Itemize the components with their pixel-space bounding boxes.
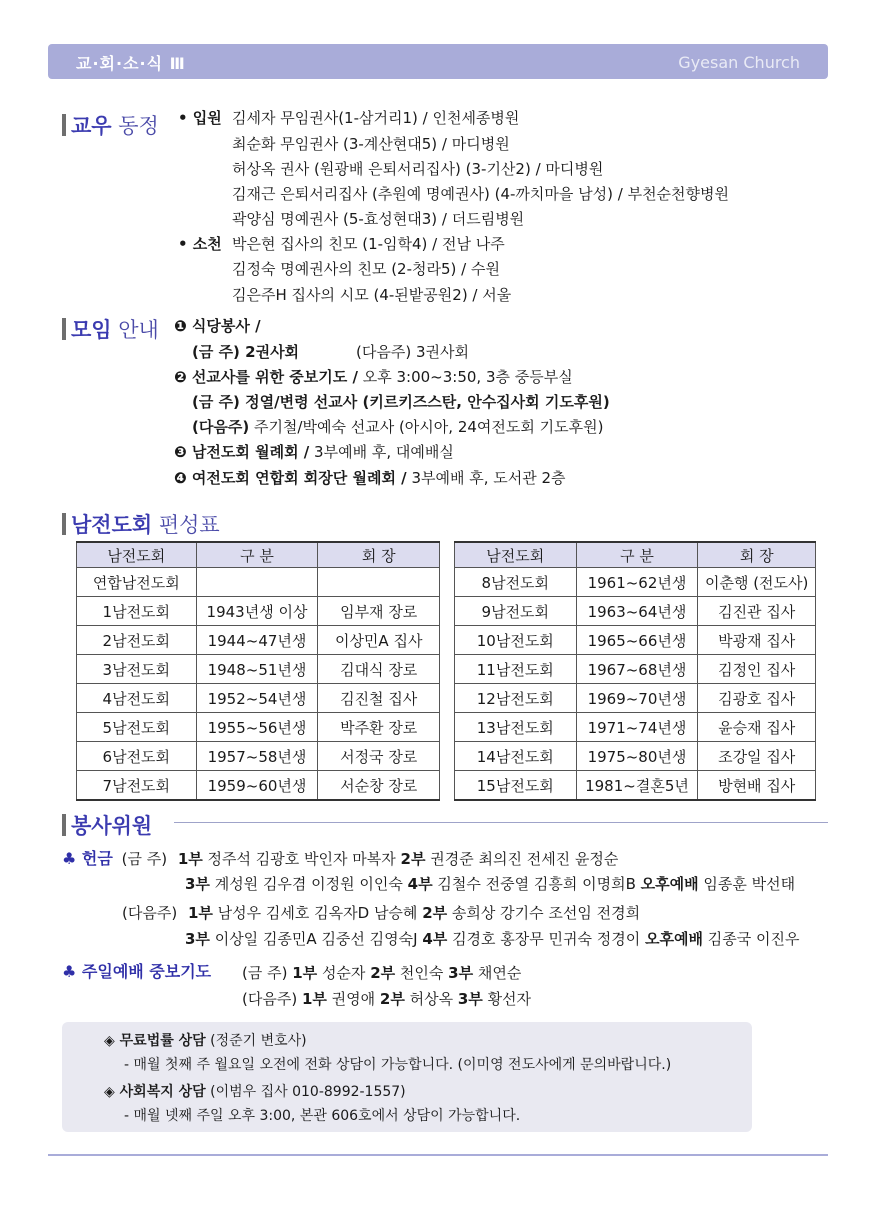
meeting-4-detail: 3부예배 후, 도서관 2층 <box>406 469 566 487</box>
birth-range-cell <box>196 568 318 597</box>
header-bar <box>48 44 828 79</box>
offering-row-2 <box>185 874 795 894</box>
offering-row-1 <box>62 849 618 869</box>
table-row <box>455 655 816 684</box>
table-row <box>455 568 816 597</box>
birth-range-cell: 1971~74년생 <box>576 713 698 742</box>
death-item: 김은주H 집사의 시모 (4-된밭공원2) / 서울 <box>232 286 512 304</box>
offering-names: 정주석 김광호 박인자 마복자 <box>202 850 401 868</box>
prayer-label: ♣ 주일예배 중보기도 <box>62 962 212 981</box>
table-row <box>77 684 440 713</box>
header-brand: Gyesan Church <box>678 53 800 72</box>
part-2-label: 2부 <box>379 990 405 1008</box>
col-header: 남전도회 <box>77 542 197 568</box>
groups-title-rest: 편성표 <box>152 513 220 537</box>
death-item: 박은현 집사의 친모 (1-임학4) / 전남 나주 <box>232 235 505 253</box>
table-row <box>455 713 816 742</box>
leader-cell: 박광재 집사 <box>698 626 816 655</box>
part-3-label: 3부 <box>448 964 474 982</box>
prayer-this-week: (금 주) <box>242 964 293 982</box>
offering-names: 김철수 전중열 김흥희 이명희B <box>432 875 641 893</box>
groups-table-left <box>76 541 440 801</box>
birth-range-cell: 1967~68년생 <box>576 655 698 684</box>
bottom-divider <box>48 1154 828 1156</box>
table-row <box>77 742 440 771</box>
leader-cell: 이상민A 집사 <box>318 626 440 655</box>
admit-item: 곽양심 명예권사 (5-효성현대3) / 더드림병원 <box>232 210 525 228</box>
birth-range-cell: 1952~54년생 <box>196 684 318 713</box>
group-name-cell: 2남전도회 <box>77 626 197 655</box>
news-title-bold: 교우 <box>71 114 112 138</box>
birth-range-cell: 1948~51년생 <box>196 655 318 684</box>
prayer-name: 권영애 <box>326 990 380 1008</box>
meetings-title-rest: 안내 <box>111 318 159 342</box>
part-2-label: 2부 <box>370 964 396 982</box>
section-marker <box>62 114 66 136</box>
table-row <box>77 771 440 801</box>
part-1-label: 1부 <box>177 850 203 868</box>
col-header: 회 장 <box>318 542 440 568</box>
group-name-cell: 4남전도회 <box>77 684 197 713</box>
birth-range-cell: 1981~결혼5년 <box>576 771 698 801</box>
birth-range-cell: 1975~80년생 <box>576 742 698 771</box>
birth-range-cell: 1943년생 이상 <box>196 597 318 626</box>
part-3-label: 3부 <box>185 875 210 893</box>
leader-cell: 김대식 장로 <box>318 655 440 684</box>
part-3-label: 3부 <box>185 930 210 948</box>
table-row <box>455 684 816 713</box>
prayer-name: 성순자 <box>317 964 371 982</box>
offering-row-3 <box>122 903 640 923</box>
leader-cell: 서순창 장로 <box>318 771 440 801</box>
group-name-cell: 7남전도회 <box>77 771 197 801</box>
offering-row-4 <box>185 929 799 949</box>
welfare-title: ◈ 사회복지 상담 <box>104 1084 206 1100</box>
col-header: 구 분 <box>196 542 318 568</box>
meeting-2-title: ❷ 선교사를 위한 중보기도 / <box>174 368 358 386</box>
table-row <box>77 626 440 655</box>
evening-service-label: 오후예배 <box>640 875 699 893</box>
news-title-rest: 동정 <box>111 114 159 138</box>
meeting-2-next-label: (다음주) <box>192 418 250 436</box>
leader-cell: 김진관 집사 <box>698 597 816 626</box>
death-item: 김정숙 명예권사의 친모 (2-청라5) / 수원 <box>232 260 500 278</box>
prayer-name: 채연순 <box>473 964 522 982</box>
group-name-cell: 5남전도회 <box>77 713 197 742</box>
admit-item: 최순화 무임권사 (3-계산현대5) / 마디병원 <box>232 135 510 153</box>
meeting-1-this-week: (금 주) 2권사회 <box>192 343 300 361</box>
col-header: 구 분 <box>576 542 698 568</box>
table-row <box>77 713 440 742</box>
offering-names: 계성원 김우겸 이정원 이인숙 <box>209 875 408 893</box>
welfare-contact: (이범우 집사 010-8992-1557) <box>205 1084 406 1100</box>
legal-title: ◈ 무료법률 상담 <box>104 1033 206 1049</box>
meeting-1-next-week: (다음주) 3권사회 <box>356 343 469 361</box>
part-1-label: 1부 <box>301 990 327 1008</box>
meeting-3 <box>174 442 454 462</box>
part-4-label: 4부 <box>422 930 448 948</box>
group-name-cell: 3남전도회 <box>77 655 197 684</box>
admit-label: • 입원 <box>178 109 222 127</box>
admit-item: 허상옥 권사 (원광배 은퇴서리집사) (3-기산2) / 마디병원 <box>232 160 604 178</box>
offering-names: 김경호 홍장무 민귀숙 정경이 <box>447 930 646 948</box>
meetings-title-bold: 모임 <box>71 318 112 342</box>
meeting-2 <box>174 367 573 387</box>
birth-range-cell: 1965~66년생 <box>576 626 698 655</box>
leader-cell: 김정인 집사 <box>698 655 816 684</box>
service-title: 봉사위원 <box>71 814 153 838</box>
part-1-label: 1부 <box>292 964 318 982</box>
birth-range-cell: 1955~56년생 <box>196 713 318 742</box>
admit-item: 김재근 은퇴서리집사 (추원예 명예권사) (4-까치마을 남성) / 부천순천향병원 <box>232 185 730 203</box>
group-name-cell: 14남전도회 <box>455 742 577 771</box>
section-divider <box>174 822 828 823</box>
group-name-cell: 15남전도회 <box>455 771 577 801</box>
table-row <box>455 771 816 801</box>
group-name-cell: 6남전도회 <box>77 742 197 771</box>
group-name-cell: 연합남전도회 <box>77 568 197 597</box>
group-name-cell: 10남전도회 <box>455 626 577 655</box>
prayer-next-week: (다음주) <box>242 990 302 1008</box>
offering-names: 송희상 강기수 조선임 전경희 <box>447 904 641 922</box>
col-header: 남전도회 <box>455 542 577 568</box>
col-header: 회 장 <box>698 542 816 568</box>
table-header-row <box>77 542 440 568</box>
group-name-cell: 9남전도회 <box>455 597 577 626</box>
offering-names: 권경준 최의진 전세진 윤정순 <box>425 850 619 868</box>
header-title: 교·회·소·식 Ⅲ <box>76 54 186 73</box>
birth-range-cell: 1944~47년생 <box>196 626 318 655</box>
prayer-name: 천인숙 <box>395 964 449 982</box>
table-row <box>77 597 440 626</box>
leader-cell: 조강일 집사 <box>698 742 816 771</box>
group-name-cell: 8남전도회 <box>455 568 577 597</box>
meeting-4 <box>174 468 566 488</box>
welfare-consult <box>104 1082 406 1102</box>
leader-cell <box>318 568 440 597</box>
legal-desc: - 매월 첫째 주 월요일 오전에 전화 상담이 가능합니다. (이미영 전도사에게 문의바랍니다.) <box>124 1057 672 1073</box>
section-marker <box>62 513 66 535</box>
part-4-label: 4부 <box>407 875 433 893</box>
section-marker <box>62 814 66 836</box>
groups-table-right <box>454 541 816 801</box>
meeting-3-title: ❸ 남전도회 월례회 / <box>174 443 310 461</box>
meeting-2-next <box>192 417 603 437</box>
birth-range-cell: 1957~58년생 <box>196 742 318 771</box>
meeting-3-detail: 3부예배 후, 대예배실 <box>309 443 454 461</box>
birth-range-cell: 1961~62년생 <box>576 568 698 597</box>
legal-contact: (정준기 변호사) <box>205 1033 307 1049</box>
service-section-title <box>62 810 152 840</box>
meeting-2-next-week: 주기철/박예숙 선교사 (아시아, 24여전도회 기도후원) <box>249 418 604 436</box>
birth-range-cell: 1963~64년생 <box>576 597 698 626</box>
death-label: • 소천 <box>178 235 222 253</box>
group-name-cell: 12남전도회 <box>455 684 577 713</box>
meeting-2-this-week: (금 주) 정열/변령 선교사 (키르키즈스탄, 안수집사회 기도후원) <box>192 393 610 411</box>
offering-next-week: (다음주) <box>122 904 178 922</box>
prayer-name: 황선자 <box>482 990 532 1008</box>
offering-names: 김종국 이진우 <box>703 930 800 948</box>
leader-cell: 임부재 장로 <box>318 597 440 626</box>
news-section-title <box>62 110 159 140</box>
offering-names: 임종훈 박선태 <box>698 875 796 893</box>
legal-consult <box>104 1031 307 1051</box>
meetings-section-title <box>62 314 159 344</box>
prayer-row-2 <box>242 989 531 1009</box>
offering-label: ♣ 헌금 <box>62 849 113 868</box>
prayer-row-1 <box>242 963 521 983</box>
meeting-4-title: ❹ 여전도회 연합회 회장단 월례회 / <box>174 469 407 487</box>
table-row <box>455 742 816 771</box>
welfare-desc: - 매월 넷째 주일 오후 3:00, 본관 606호에서 상담이 가능합니다. <box>124 1108 521 1124</box>
offering-this-week: (금 주) <box>121 850 168 868</box>
table-row <box>77 568 440 597</box>
table-row <box>455 597 816 626</box>
part-3-label: 3부 <box>457 990 483 1008</box>
leader-cell: 박주환 장로 <box>318 713 440 742</box>
leader-cell: 김광호 집사 <box>698 684 816 713</box>
meeting-1-title: ❶ 식당봉사 / <box>174 317 261 335</box>
part-1-label: 1부 <box>187 904 213 922</box>
part-2-label: 2부 <box>422 904 448 922</box>
leader-cell: 이춘행 (전도사) <box>698 568 816 597</box>
table-row <box>455 626 816 655</box>
section-marker <box>62 318 66 340</box>
admit-item: 김세자 무임권사(1-삼거리1) / 인천세종병원 <box>232 109 520 127</box>
prayer-name: 허상옥 <box>404 990 458 1008</box>
meeting-2-detail: 오후 3:00~3:50, 3층 중등부실 <box>357 368 573 386</box>
birth-range-cell: 1959~60년생 <box>196 771 318 801</box>
group-name-cell: 13남전도회 <box>455 713 577 742</box>
table-header-row <box>455 542 816 568</box>
group-name-cell: 11남전도회 <box>455 655 577 684</box>
groups-title-bold: 남전도회 <box>71 513 153 537</box>
groups-section-title <box>62 509 220 539</box>
offering-names: 이상일 김종민A 김중선 김영숙J <box>209 930 423 948</box>
part-2-label: 2부 <box>400 850 426 868</box>
offering-names: 남성우 김세호 김옥자D 남승혜 <box>212 904 423 922</box>
birth-range-cell: 1969~70년생 <box>576 684 698 713</box>
leader-cell: 윤승재 집사 <box>698 713 816 742</box>
evening-service-label: 오후예배 <box>645 930 703 948</box>
leader-cell: 김진철 집사 <box>318 684 440 713</box>
group-name-cell: 1남전도회 <box>77 597 197 626</box>
leader-cell: 서정국 장로 <box>318 742 440 771</box>
table-row <box>77 655 440 684</box>
leader-cell: 방현배 집사 <box>698 771 816 801</box>
